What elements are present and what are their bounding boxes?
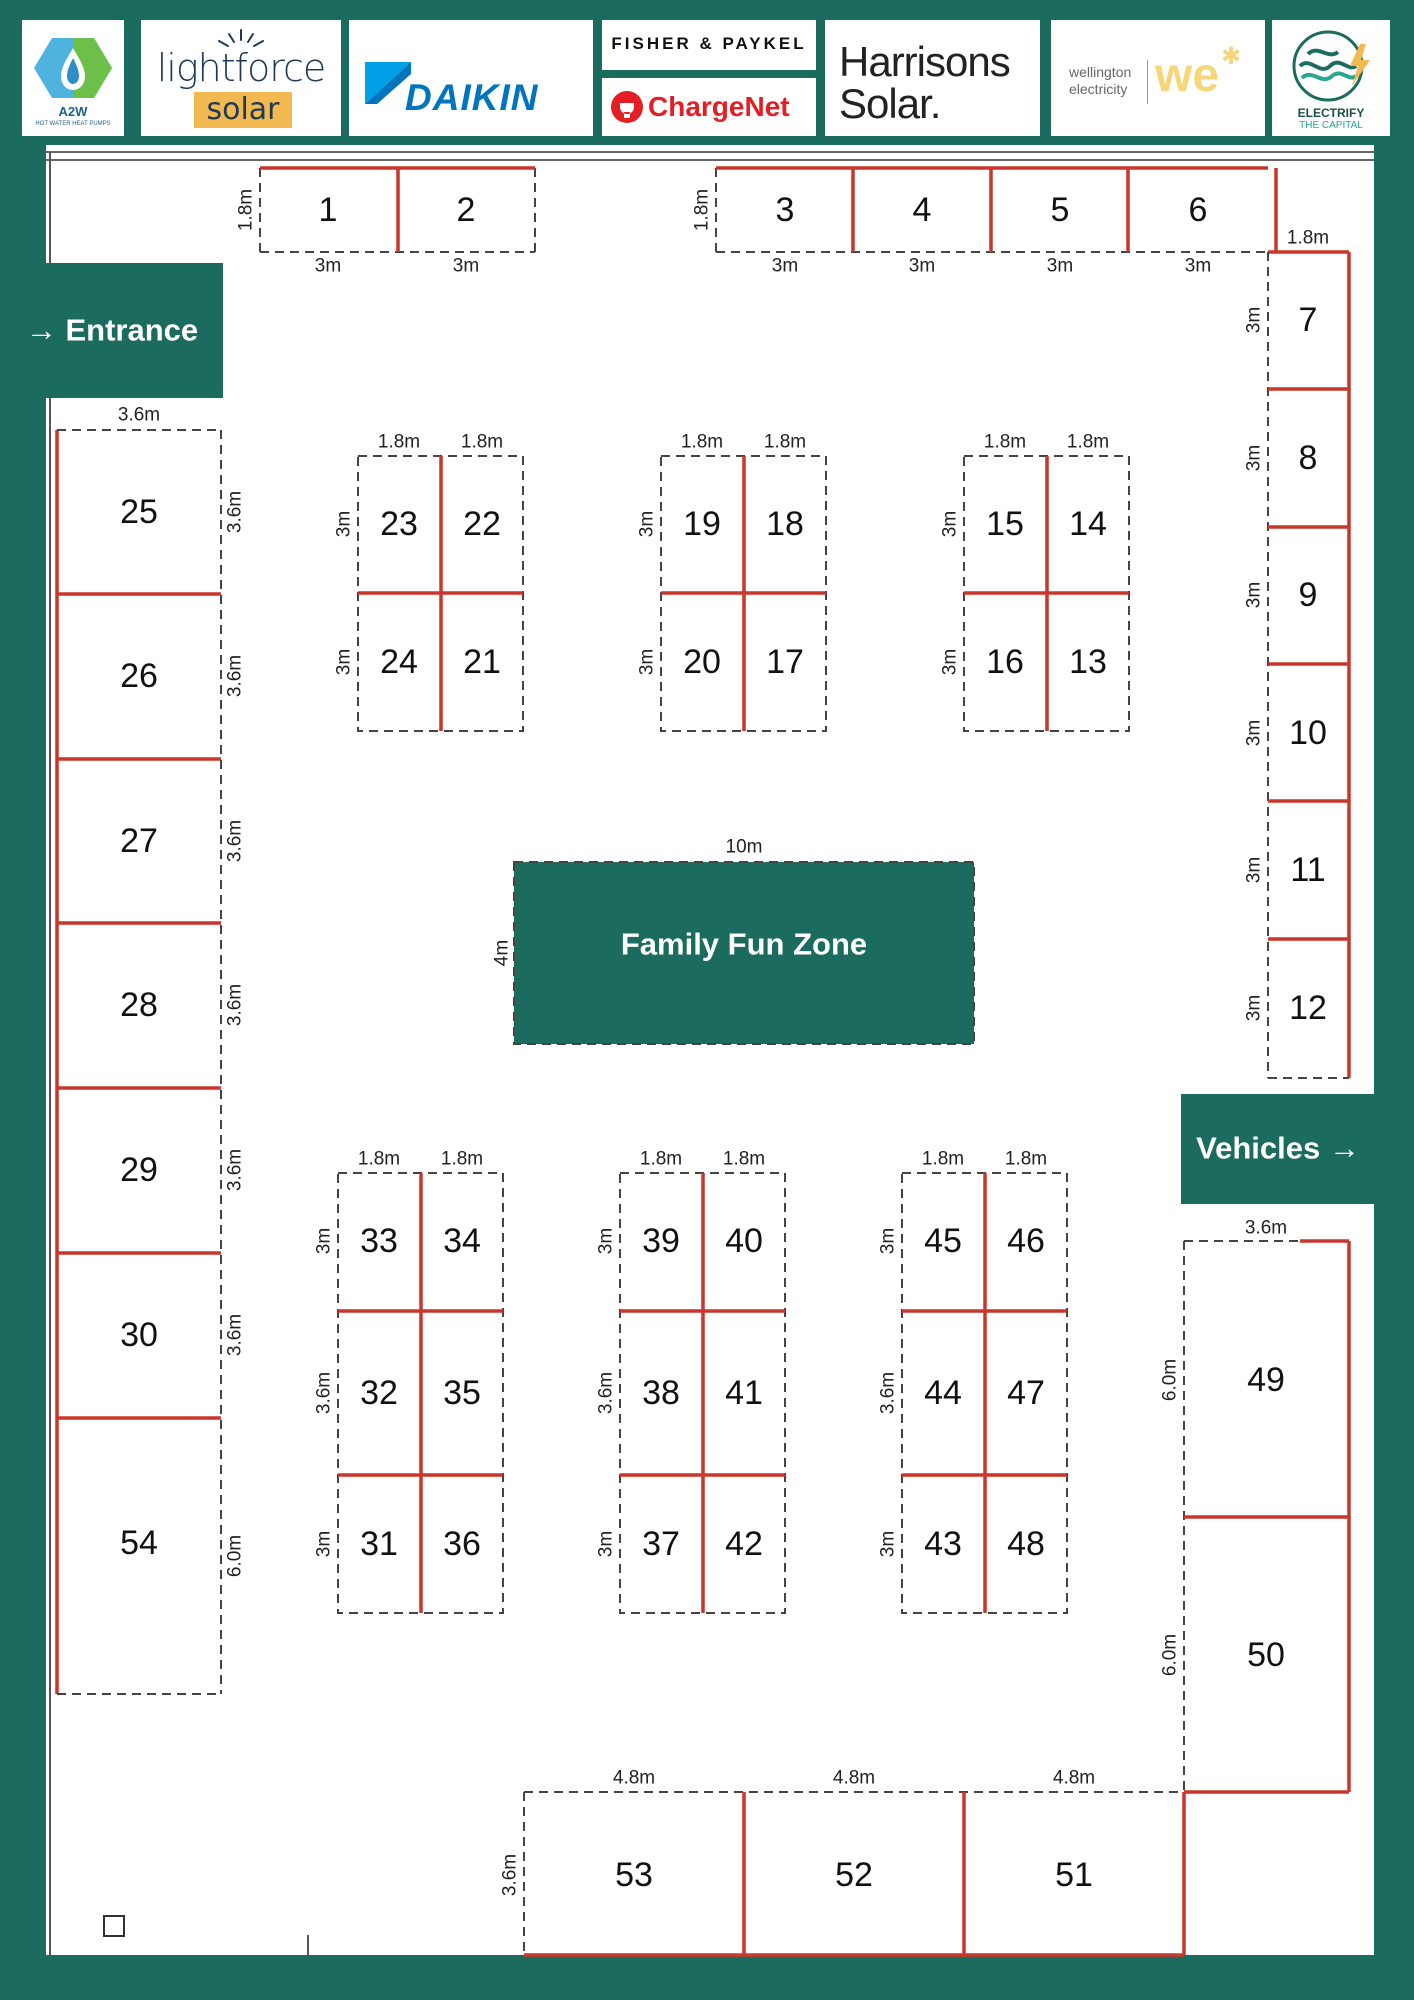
the-capital-word: THE CAPITAL (1299, 120, 1363, 131)
chargenet-word: ChargeNet (648, 91, 790, 122)
wellington-word: wellington (1069, 64, 1132, 80)
hall-floor (46, 145, 1374, 1955)
dimension-label: 1.8m (639, 1148, 683, 1170)
booth-8-label[interactable]: 8 (1298, 439, 1318, 477)
booth-35-label[interactable]: 35 (443, 1374, 481, 1412)
dimension-label: 1.8m (680, 431, 724, 453)
booth-26-label[interactable]: 26 (120, 657, 158, 695)
booth-21-label[interactable]: 21 (463, 643, 501, 681)
dimension-label: 4.8m (832, 1767, 876, 1789)
booth-52-label[interactable]: 52 (835, 1856, 873, 1894)
booth-25-label[interactable]: 25 (120, 493, 158, 531)
booth-40-label[interactable]: 40 (725, 1222, 763, 1260)
booth-15-label[interactable]: 15 (986, 505, 1024, 543)
dimension-label: 3.6m (224, 490, 246, 534)
booth-1-label[interactable]: 1 (318, 191, 338, 229)
vehicles-label: Vehicles → (1196, 1130, 1360, 1166)
dimension-label: 3m (333, 648, 355, 676)
booth-53-label[interactable]: 53 (615, 1856, 653, 1894)
dimension-label: 1.8m (1066, 431, 1110, 453)
booth-24-label[interactable]: 24 (380, 643, 418, 681)
booth-2-label[interactable]: 2 (456, 191, 476, 229)
booth-50-label[interactable]: 50 (1247, 1636, 1285, 1674)
booth-41-label[interactable]: 41 (725, 1374, 763, 1412)
dimension-label: 3m (908, 255, 936, 277)
booth-34-label[interactable]: 34 (443, 1222, 481, 1260)
dimension-label: 3m (595, 1530, 617, 1558)
dimension-label: 3.6m (224, 1148, 246, 1192)
dimension-label: 1.8m (763, 431, 807, 453)
dimension-label: 1.8m (1004, 1148, 1048, 1170)
booth-54-label[interactable]: 54 (120, 1524, 158, 1562)
booth-23-label[interactable]: 23 (380, 505, 418, 543)
dimension-label: 3m (636, 510, 658, 538)
booth-51-label[interactable]: 51 (1055, 1856, 1093, 1894)
dimension-label: 3m (1243, 856, 1265, 884)
booth-46-label[interactable]: 46 (1007, 1222, 1045, 1260)
dimension-label: 1.8m (1286, 227, 1330, 249)
dimension-label: 3.6m (595, 1371, 617, 1415)
dimension-label: 3.6m (499, 1853, 521, 1897)
booth-13-label[interactable]: 13 (1069, 643, 1107, 681)
dimension-label: 3.6m (313, 1371, 335, 1415)
dimension-label: 1.8m (377, 431, 421, 453)
booth-22-label[interactable]: 22 (463, 505, 501, 543)
dimension-label: 3.6m (224, 654, 246, 698)
electricity-word: electricity (1069, 81, 1128, 97)
dimension-label: 3m (1243, 581, 1265, 609)
a2w-name: A2W (58, 104, 88, 119)
dimension-label: 3m (595, 1227, 617, 1255)
dimension-label: 1.8m (921, 1148, 965, 1170)
booth-36-label[interactable]: 36 (443, 1525, 481, 1563)
harrisons-word: Harrisons (839, 38, 1010, 85)
dimension-label: 3.6m (224, 819, 246, 863)
booth-5-label[interactable]: 5 (1050, 191, 1070, 229)
dimension-label: 3m (877, 1530, 899, 1558)
dimension-label: 3m (333, 510, 355, 538)
dimension-label: 1.8m (983, 431, 1027, 453)
booth-42-label[interactable]: 42 (725, 1525, 763, 1563)
dimension-label: 3.6m (117, 404, 161, 426)
booth-3-label[interactable]: 3 (775, 191, 795, 229)
dimension-label: 3.6m (877, 1371, 899, 1415)
family-fun-zone-label: Family Fun Zone (620, 926, 868, 962)
daikin-word: DAIKIN (405, 77, 539, 118)
dimension-label: 4.8m (1052, 1767, 1096, 1789)
dimension-label: 3m (314, 255, 342, 277)
dimension-label: 3m (1243, 994, 1265, 1022)
booth-10-label[interactable]: 10 (1289, 714, 1327, 752)
booth-18-label[interactable]: 18 (766, 505, 804, 543)
dimension-label: 1.8m (722, 1148, 766, 1170)
dimension-label: 3m (1243, 719, 1265, 747)
dimension-label: 3m (1243, 306, 1265, 334)
electrify-word: ELECTRIFY (1297, 106, 1365, 120)
booth-44-label[interactable]: 44 (924, 1374, 962, 1412)
booth-28-label[interactable]: 28 (120, 986, 158, 1024)
dimension-label: 3m (877, 1227, 899, 1255)
dimension-label: 1.8m (235, 188, 257, 232)
lightforce-word: lightforce (156, 46, 326, 90)
booth-31-label[interactable]: 31 (360, 1525, 398, 1563)
booth-47-label[interactable]: 47 (1007, 1374, 1045, 1412)
booth-4-label[interactable]: 4 (912, 191, 932, 229)
booth-17-label[interactable]: 17 (766, 643, 804, 681)
dimension-label: 3.6m (224, 1313, 246, 1357)
booth-7-label[interactable]: 7 (1298, 301, 1318, 339)
entrance-label: → Entrance (25, 312, 199, 348)
booth-33-label[interactable]: 33 (360, 1222, 398, 1260)
dimension-label: 10m (725, 836, 763, 858)
booth-49-label[interactable]: 49 (1247, 1361, 1285, 1399)
dimension-label: 1.8m (460, 431, 504, 453)
booth-11-label[interactable]: 11 (1290, 851, 1326, 889)
dimension-label: 3m (452, 255, 480, 277)
dimension-label: 3.6m (224, 983, 246, 1027)
dimension-label: 4m (491, 939, 513, 967)
we-mark: we (1155, 49, 1220, 102)
dimension-label: 3m (313, 1530, 335, 1558)
booth-12-label[interactable]: 12 (1289, 989, 1327, 1027)
dimension-label: 6.0m (1159, 1633, 1181, 1677)
booth-48-label[interactable]: 48 (1007, 1525, 1045, 1563)
booth-30-label[interactable]: 30 (120, 1316, 158, 1354)
booth-45-label[interactable]: 45 (924, 1222, 962, 1260)
dimension-label: 1.8m (691, 188, 713, 232)
dimension-label: 3m (313, 1227, 335, 1255)
dimension-label: 3.6m (1244, 1217, 1288, 1239)
fisher-paykel-word: FISHER & PAYKEL (611, 34, 807, 53)
booth-37-label[interactable]: 37 (642, 1525, 680, 1563)
dimension-label: 3m (1184, 255, 1212, 277)
a2w-tagline: HOT WATER HEAT PUMPS (35, 121, 111, 127)
booth-29-label[interactable]: 29 (120, 1151, 158, 1189)
dimension-label: 4.8m (612, 1767, 656, 1789)
booth-43-label[interactable]: 43 (924, 1525, 962, 1563)
dimension-label: 3m (636, 648, 658, 676)
dimension-label: 1.8m (440, 1148, 484, 1170)
booth-14-label[interactable]: 14 (1069, 505, 1107, 543)
dimension-label: 6.0m (224, 1534, 246, 1578)
dimension-label: 3m (939, 648, 961, 676)
we-star-icon: ✱ (1221, 43, 1242, 70)
dimension-label: 3m (1046, 255, 1074, 277)
booth-32-label[interactable]: 32 (360, 1374, 398, 1412)
booth-9-label[interactable]: 9 (1298, 576, 1318, 614)
booth-6-label[interactable]: 6 (1188, 191, 1208, 229)
dimension-label: 3m (1243, 444, 1265, 472)
booth-19-label[interactable]: 19 (683, 505, 721, 543)
booth-39-label[interactable]: 39 (642, 1222, 680, 1260)
booth-38-label[interactable]: 38 (642, 1374, 680, 1412)
dimension-label: 3m (939, 510, 961, 538)
booth-20-label[interactable]: 20 (683, 643, 721, 681)
dimension-label: 1.8m (357, 1148, 401, 1170)
booth-16-label[interactable]: 16 (986, 643, 1024, 681)
booth-27-label[interactable]: 27 (120, 822, 158, 860)
dimension-label: 6.0m (1159, 1358, 1181, 1402)
lightforce-solar-word: solar (194, 92, 292, 128)
harrisons-solar-word: Solar. (839, 80, 941, 127)
dimension-label: 3m (771, 255, 799, 277)
